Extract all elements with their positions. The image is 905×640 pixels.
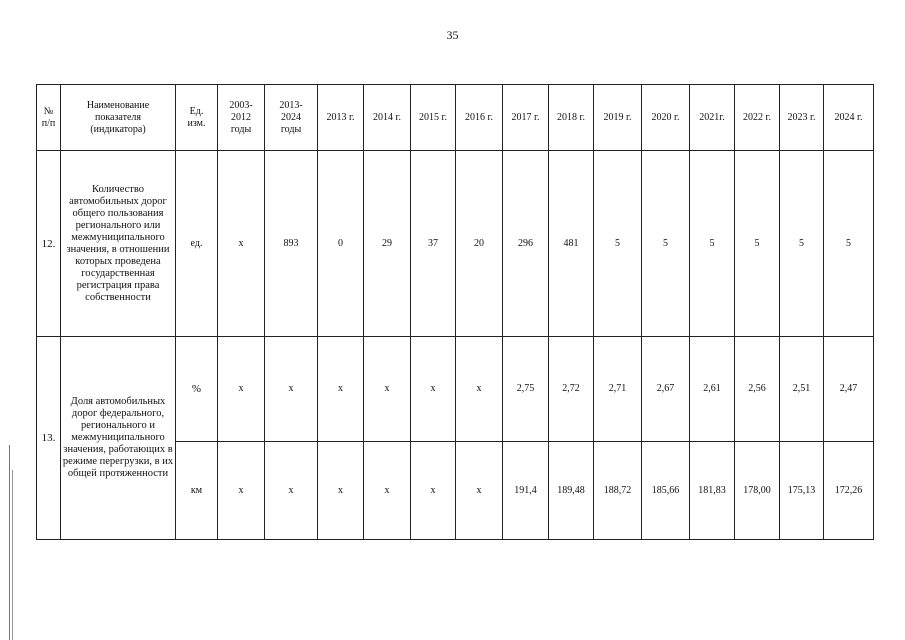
value-cell: х: [318, 337, 364, 442]
value-cell: х: [318, 442, 364, 540]
value-cell: 29: [364, 151, 411, 337]
value-cell: х: [411, 442, 456, 540]
column-header: 2003- 2012 годы: [218, 85, 265, 151]
value-cell: х: [456, 337, 503, 442]
column-header: 2013 г.: [318, 85, 364, 151]
column-header: 2023 г.: [780, 85, 824, 151]
value-cell: 37: [411, 151, 456, 337]
column-header: 2024 г.: [824, 85, 874, 151]
value-cell: 2,72: [549, 337, 594, 442]
value-cell: 5: [824, 151, 874, 337]
indicator-name: Доля автомобильных дорог федерального, регионального и межмуниципального значения, работающих в режиме перегрузки, в их общей протяженности: [61, 337, 176, 540]
column-header: 2020 г.: [642, 85, 690, 151]
value-cell: х: [456, 442, 503, 540]
value-cell: 20: [456, 151, 503, 337]
value-cell: 5: [735, 151, 780, 337]
value-cell: 188,72: [594, 442, 642, 540]
column-header: № п/п: [37, 85, 61, 151]
value-cell: х: [364, 337, 411, 442]
indicator-table: [36, 84, 874, 540]
column-header: 2016 г.: [456, 85, 503, 151]
value-cell: 181,83: [690, 442, 735, 540]
value-cell: 2,71: [594, 337, 642, 442]
value-cell: 893: [265, 151, 318, 337]
unit-cell: %: [176, 337, 218, 442]
column-header: 2019 г.: [594, 85, 642, 151]
value-cell: 2,56: [735, 337, 780, 442]
value-cell: 185,66: [642, 442, 690, 540]
column-header: 2017 г.: [503, 85, 549, 151]
value-cell: 481: [549, 151, 594, 337]
value-cell: х: [265, 337, 318, 442]
table-header-row: [37, 85, 874, 151]
unit-cell: ед.: [176, 151, 218, 337]
scan-edge-mark: [9, 445, 10, 640]
row-number: 13.: [37, 337, 61, 540]
value-cell: 172,26: [824, 442, 874, 540]
value-cell: х: [411, 337, 456, 442]
page-number: 35: [446, 28, 459, 42]
value-cell: 296: [503, 151, 549, 337]
value-cell: 2,51: [780, 337, 824, 442]
value-cell: 2,47: [824, 337, 874, 442]
value-cell: х: [218, 442, 265, 540]
value-cell: х: [265, 442, 318, 540]
column-header: Ед. изм.: [176, 85, 218, 151]
indicator-name: Количество автомобильных дорог общего пользования регионального или межмуниципального значения, в отношении которых проведена государственная регистрация права собственности: [61, 151, 176, 337]
value-cell: 2,75: [503, 337, 549, 442]
column-header: 2022 г.: [735, 85, 780, 151]
column-header: 2021г.: [690, 85, 735, 151]
row-number: 12.: [37, 151, 61, 337]
value-cell: х: [364, 442, 411, 540]
value-cell: 5: [780, 151, 824, 337]
value-cell: 5: [594, 151, 642, 337]
unit-cell: км: [176, 442, 218, 540]
value-cell: 5: [690, 151, 735, 337]
table-row-12: [37, 151, 874, 337]
value-cell: 2,61: [690, 337, 735, 442]
column-header: 2015 г.: [411, 85, 456, 151]
value-cell: х: [218, 151, 265, 337]
table-row-13-percent: [37, 337, 874, 442]
value-cell: 189,48: [549, 442, 594, 540]
value-cell: 175,13: [780, 442, 824, 540]
value-cell: 191,4: [503, 442, 549, 540]
column-header: 2014 г.: [364, 85, 411, 151]
value-cell: х: [218, 337, 265, 442]
column-header: Наименование показателя (индикатора): [61, 85, 176, 151]
value-cell: 5: [642, 151, 690, 337]
value-cell: 178,00: [735, 442, 780, 540]
column-header: 2013- 2024 годы: [265, 85, 318, 151]
scan-edge-mark-2: [12, 470, 13, 640]
value-cell: 0: [318, 151, 364, 337]
value-cell: 2,67: [642, 337, 690, 442]
column-header: 2018 г.: [549, 85, 594, 151]
